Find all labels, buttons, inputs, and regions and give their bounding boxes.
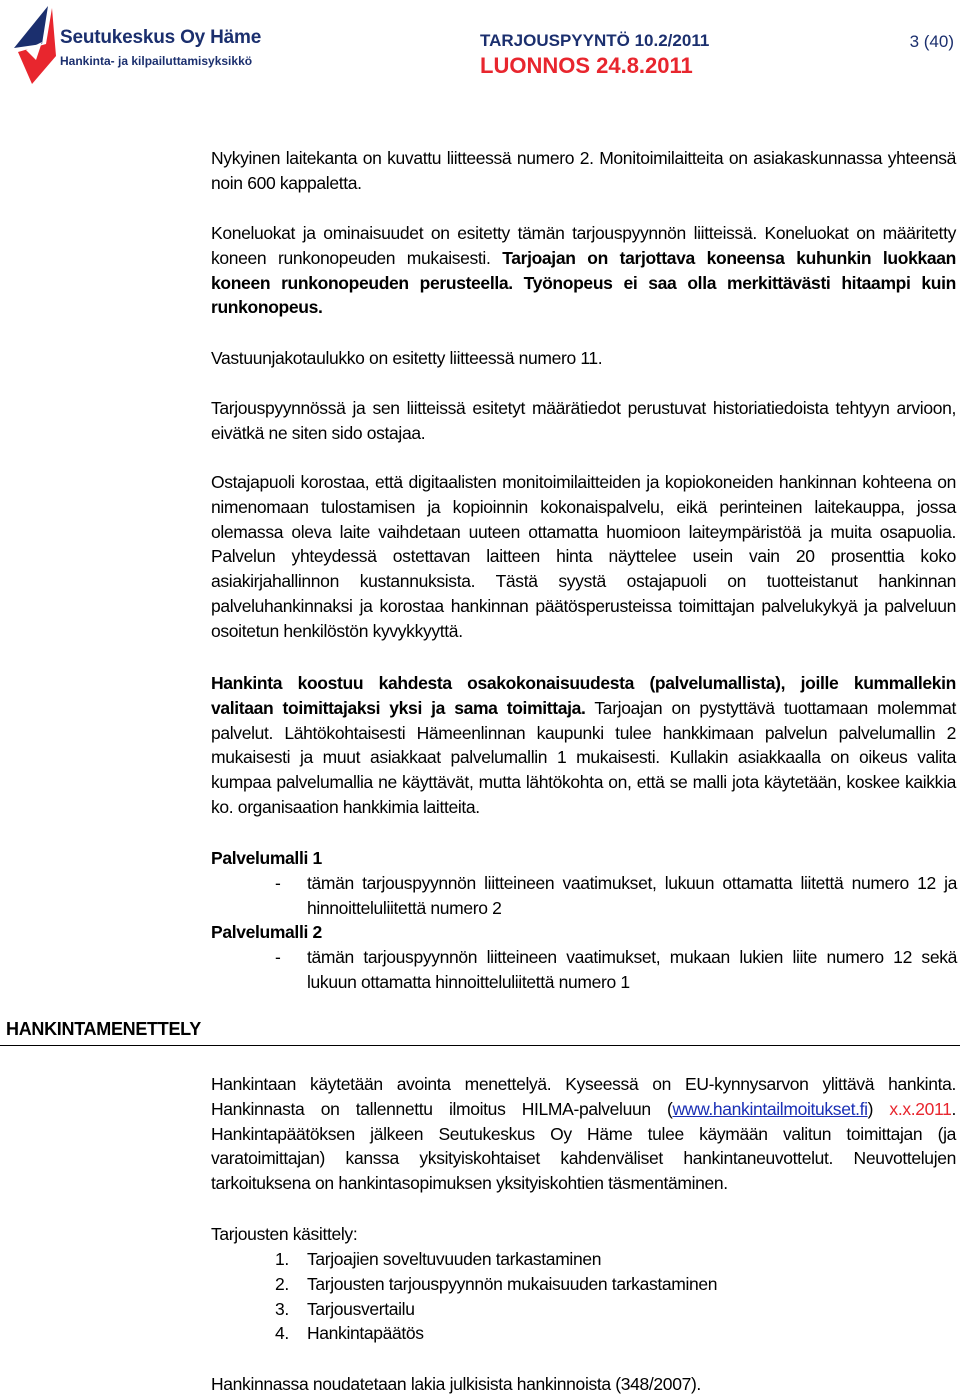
procedure-text-b: ) <box>867 1098 890 1119</box>
draft-label: LUONNOS 24.8.2011 <box>480 53 693 78</box>
step-number: 3. <box>275 1298 289 1319</box>
procedure-text-a: Hankintaan käytetään avointa menettelyä. Kyseessä on EU-kynnysarvon ylittävä hankinta. Hankinnasta on tallennettu ilmoitus HILMA-palveluun ( <box>211 1074 956 1119</box>
org-unit: Hankinta- ja kilpailuttamisyksikkö <box>60 54 253 68</box>
step-label: Hankintapäätös <box>307 1323 424 1344</box>
list-item <box>211 1272 956 1297</box>
step-number: 2. <box>275 1273 289 1294</box>
document-title: TARJOUSPYYNTÖ 10.2/2011 <box>480 31 710 50</box>
paragraph-procedure <box>211 1072 956 1196</box>
procedure-text-c: . Hankintapäätöksen jälkeen Seutukeskus Oy Häme tulee käymään valitun toimittajan (ja varatoimittajan) kanssa yksityiskohtaiset kahdenväliset hankintaneuvottelut. Neuvottelujen tarkoituksena on hankintasopimuksen yksityiskohtien täsmentäminen. <box>211 1098 956 1194</box>
paragraph-sub-entities <box>211 671 956 820</box>
step-label: Tarjousvertailu <box>307 1298 415 1319</box>
page-number: 3 (40) <box>909 32 954 51</box>
sub-entities-text: Tarjoajan on pystyttävä tuottamaan molemmat palvelut. Lähtökohtaisesti Hämeenlinnan kaupunki tulee hankkimaan palvelun palvelumallin 2 mukaisesti ja muut asiakkaat palvelumallin 1 mukaisesti. Kullakin asiakkaalla on oikeus valita kumpaa palvelumallia ne käyttävät, mutta lähtökohta on, että se malli jota käytetään, koskee kaikkia ko. organisaation hankkimia laitteita. <box>211 697 956 817</box>
paragraph-law: Hankinnassa noudatetaan lakia julkisista hankinnoista (348/2007). <box>211 1374 701 1394</box>
paragraph-estimates: Tarjouspyynnössä ja sen liitteissä esitetyt määrätiedot perustuvat historiatiedoista tehtyyn arvioon, eivätkä ne siten sido ostajaa. <box>211 398 956 443</box>
dash-marker: - <box>275 947 281 967</box>
step-label: Tarjoajien soveltuvuuden tarkastaminen <box>307 1249 602 1269</box>
list-item <box>211 1247 956 1272</box>
service-model-2-text: tämän tarjouspyynnön liitteineen vaatimukset, mukaan lukien liite numero 12 sekä lukuun ottamatta hinnoitteluliitettä numero 1 <box>307 947 957 992</box>
paragraph-equipment: Nykyinen laitekanta on kuvattu liitteessä numero 2. Monitoimilaitteita on asiakaskunnassa yhteensä noin 600 kappaletta. <box>211 148 956 193</box>
list-item <box>211 1297 956 1322</box>
section-heading-procedure: HANKINTAMENETTELY <box>6 1019 201 1039</box>
section-divider <box>0 1045 960 1046</box>
handling-steps-list <box>211 1247 956 1346</box>
date-placeholder: x.x.2011 <box>889 1098 952 1119</box>
step-number: 4. <box>275 1323 289 1344</box>
service-model-1-title: Palvelumalli 1 <box>211 848 322 868</box>
paragraph-responsibility: Vastuunjakotaulukko on esitetty liitteessä numero 11. <box>211 348 603 368</box>
step-number: 1. <box>275 1249 289 1269</box>
step-label: Tarjousten tarjouspyynnön mukaisuuden tarkastaminen <box>307 1273 718 1294</box>
list-item <box>211 1321 956 1346</box>
machine-classes-bold: Tarjoajan on tarjottava koneensa kuhunkin luokkaan koneen runkonopeuden perusteella. Työnopeus ei saa olla merkittävästi hitaampi kuin runkonopeus. <box>211 247 956 318</box>
hilma-link[interactable]: www.hankintailmoitukset.fi <box>672 1098 868 1119</box>
service-model-2-title: Palvelumalli 2 <box>211 922 322 942</box>
handling-title: Tarjousten käsittely: <box>211 1224 358 1244</box>
seutukeskus-logo-icon <box>12 4 60 89</box>
dash-marker: - <box>275 873 281 893</box>
paragraph-service-emphasis: Ostajapuoli korostaa, että digitaalisten monitoimilaitteiden ja kopiokoneiden hankinnan kohteena on nimenomaan tulostamisen ja kopioinnin kokonaispalvelu, eikä perinteinen laitekauppa, jossa olemassa oleva laite vaihdetaan uuteen ottamatta huomioon laiteympäristöä ja muita osapuolia. Palvelun yhteydessä ostettavan laitteen hinta näyttelee usein vain 20 prosenttia koko asiakirjahallinnon kustannuksista. Tästä syystä ostajapuoli on tuotteistanut hankinnan palveluhankinnaksi ja korostaa hankinnan päätösperusteissa toimittajan palvelukykyä ja palveluun osoitetun henkilöstön kyvykkyyttä. <box>211 472 956 641</box>
machine-classes-text: Koneluokat ja ominaisuudet on esitetty tämän tarjouspyynnön liitteissä. Koneluokat on määritetty koneen runkonopeuden mukaisesti. <box>211 223 956 268</box>
paragraph-machine-classes <box>211 221 956 320</box>
service-model-1-text: tämän tarjouspyynnön liitteineen vaatimukset, lukuun ottamatta liitettä numero 12 ja hinnoitteluliitettä numero 2 <box>307 873 957 918</box>
org-name: Seutukeskus Oy Häme <box>60 27 262 48</box>
page-header <box>0 0 960 90</box>
sub-entities-bold: Hankinta koostuu kahdesta osakokonaisuudesta (palvelumallista), joille kummallekin valitaan toimittajaksi yksi ja sama toimittaja. <box>211 673 956 718</box>
